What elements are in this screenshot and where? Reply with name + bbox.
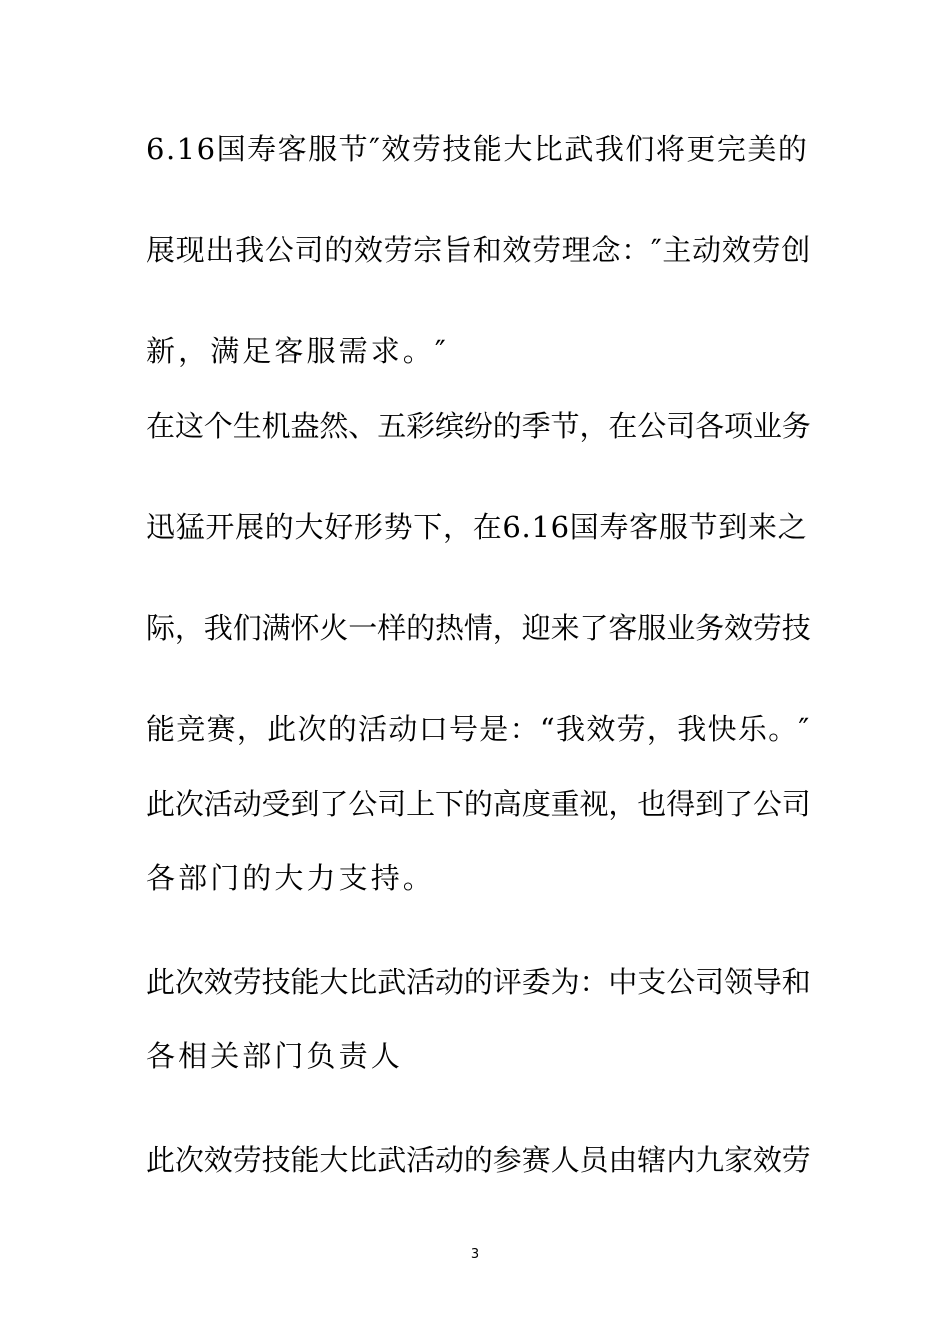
body-text-line: 此次效劳技能大比武活动的参赛人员由辖内九家效劳 (146, 1143, 811, 1177)
body-text-line: 在这个生机盎然、五彩缤纷的季节，在公司各项业务 (146, 409, 811, 443)
body-text-line: 6.16国寿客服节″效劳技能大比武我们将更完美的 (146, 132, 809, 166)
body-text-line: 迅猛开展的大好形势下，在6.16国寿客服节到来之 (146, 510, 808, 544)
body-text-line: 此次活动受到了公司上下的高度重视，也得到了公司 (146, 787, 811, 821)
body-text-line: 此次效劳技能大比武活动的评委为：中支公司领导和 (146, 965, 811, 999)
body-text-line: 各部门的大力支持。 (146, 861, 435, 895)
body-text-line: 能竞赛，此次的活动口号是：“我效劳，我快乐。″ (146, 712, 811, 746)
body-text-line: 展现出我公司的效劳宗旨和效劳理念：″主动效劳创 (146, 233, 811, 267)
body-text-line: 各相关部门负责人 (146, 1039, 403, 1073)
body-text-line: 新，满足客服需求。″ (146, 334, 449, 368)
page-number: 3 (470, 1247, 480, 1262)
body-text-line: 际，我们满怀火一样的热情，迎来了客服业务效劳技 (146, 611, 811, 645)
